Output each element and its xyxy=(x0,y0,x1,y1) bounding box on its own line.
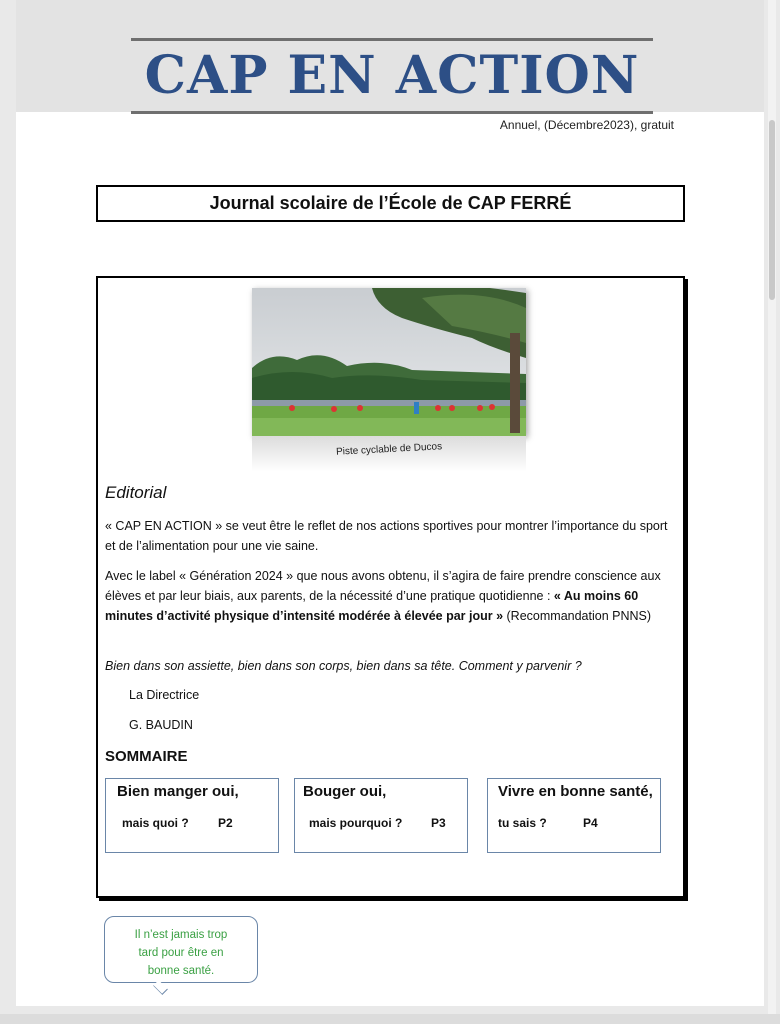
sommaire-item-subtitle: mais pourquoi ? xyxy=(309,816,403,830)
editorial-box xyxy=(96,276,685,898)
cycle-path-photo xyxy=(252,288,526,436)
sommaire-heading: SOMMAIRE xyxy=(105,748,188,765)
callout-line-3: bonne santé. xyxy=(147,965,215,977)
editorial-heading: Editorial xyxy=(105,483,167,502)
sommaire-item-page: P2 xyxy=(218,816,233,830)
photo-caption-plate xyxy=(252,436,526,472)
scrollbar-thumb[interactable] xyxy=(769,120,775,300)
signature-name: G. BAUDIN xyxy=(129,718,193,732)
editorial-paragraph-2-text: Avec le label « Génération 2024 » que nous avons obtenu, il s’agira de faire prendre conscience aux élèves et par leur biais, aux parents, de la nécessité d’une pratique quotidienne : xyxy=(105,569,661,603)
issue-info: Annuel, (Décembre2023), gratuit xyxy=(499,118,674,132)
photo-caption: Piste cyclable de Ducos xyxy=(335,441,443,458)
editorial-paragraph-2-source: (Recommandation PNNS) xyxy=(503,609,652,623)
editorial-paragraph-3: Bien dans son assiette, bien dans son corps, bien dans sa tête. Comment y parvenir ? xyxy=(105,659,582,673)
masthead-bottom-rule xyxy=(131,111,653,114)
sommaire-item-page: P3 xyxy=(431,816,446,830)
sommaire-item-title: Bien manger oui, xyxy=(117,783,239,800)
editorial-paragraph-2 xyxy=(105,566,673,626)
callout-line-1: Il n’est jamais trop xyxy=(134,929,228,941)
sommaire-item-subtitle: tu sais ? xyxy=(498,816,547,830)
sommaire-item-sante[interactable] xyxy=(487,778,661,853)
health-callout-bubble xyxy=(104,916,258,983)
sommaire-item-manger[interactable] xyxy=(105,778,279,853)
signature-role: La Directrice xyxy=(129,688,200,702)
editorial-paragraph-1: « CAP EN ACTION » se veut être le reflet de nos actions sportives pour montrer l’importance du sport et de l’alimentation pour une vie saine. xyxy=(105,519,668,553)
sommaire-item-page: P4 xyxy=(583,816,598,830)
journal-title-box xyxy=(96,185,685,222)
sommaire-item-title: Bouger oui, xyxy=(303,783,387,800)
journal-title: Journal scolaire de l’École de CAP FERRÉ xyxy=(209,193,572,213)
editorial-paragraph-2-quote: « Au moins 60 minutes d’activité physique d’intensité modérée à élevée par jour » xyxy=(105,589,639,623)
masthead-band xyxy=(16,0,764,112)
sommaire-item-subtitle: mais quoi ? xyxy=(122,816,189,830)
masthead-title: CAP EN ACTION xyxy=(144,45,640,106)
masthead-top-rule xyxy=(131,38,653,41)
photo-illustration xyxy=(252,288,526,436)
next-page-edge xyxy=(0,1014,780,1024)
newsletter-page xyxy=(16,0,764,1006)
sommaire-item-bouger[interactable] xyxy=(294,778,468,853)
sommaire-item-title: Vivre en bonne santé, xyxy=(498,783,653,800)
vertical-scrollbar[interactable] xyxy=(768,0,776,1024)
callout-line-2: tard pour être en xyxy=(138,947,224,959)
